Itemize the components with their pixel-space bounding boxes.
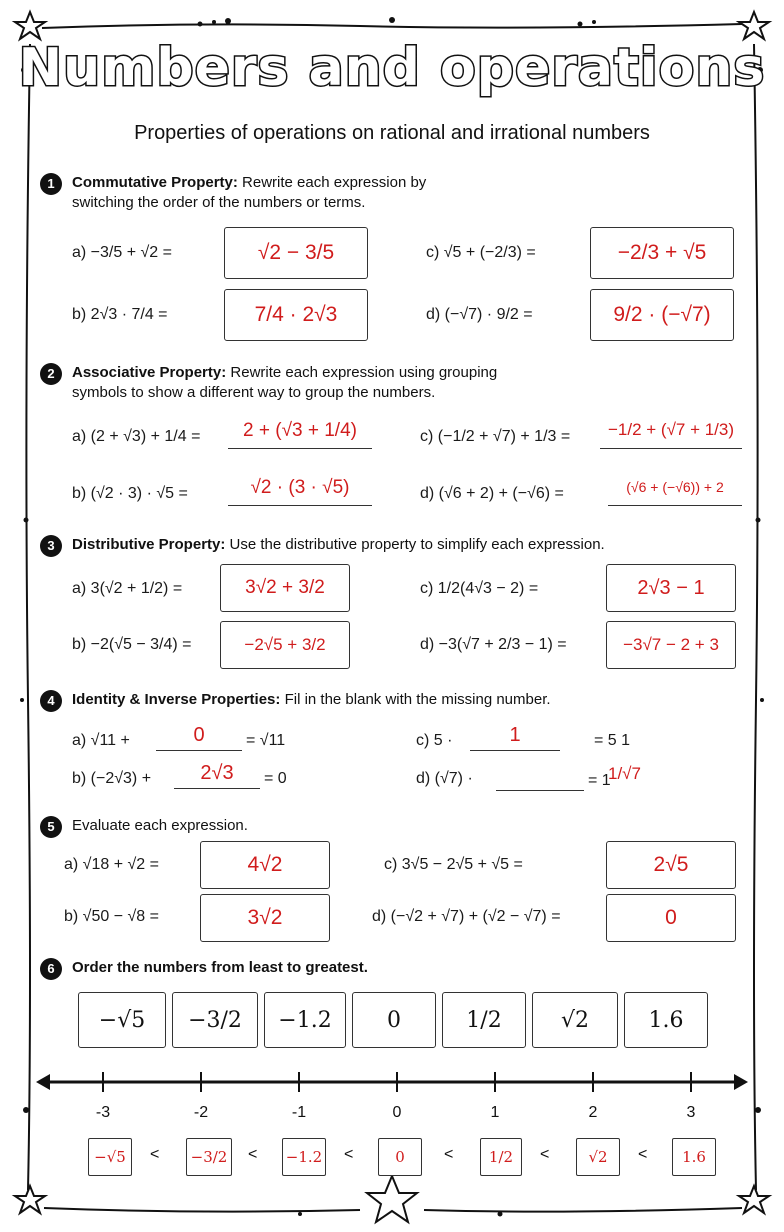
s4-d-blank [496, 766, 584, 791]
s2-c-answer: −1/2 + (√7 + 1/3) [600, 420, 742, 449]
s1-a-question: a) −3/5 + √2 = [72, 244, 172, 261]
s2-a-question: a) (2 + √3) + 1/4 = [72, 428, 201, 445]
section-4-text: Fil in the blank with the missing number. [280, 691, 551, 708]
s4-d-question-end: = 1 [588, 772, 611, 789]
s4-c-question-end: = 5 1 [594, 732, 631, 749]
s5-a-answer: 4√2 [200, 841, 330, 889]
number-card: 0 [352, 992, 436, 1048]
order-answer: 0 [378, 1138, 422, 1176]
s4-a-answer: 0 [156, 724, 242, 751]
section-1-number: 1 [40, 173, 62, 195]
s4-b-question: b) (−2√3) + [72, 770, 152, 787]
tick-label: 0 [392, 1104, 402, 1121]
order-answer: 1.6 [672, 1138, 716, 1176]
s2-b-answer: √2 · (3 · √5) [228, 477, 372, 506]
section-1-text: Rewrite each expression by [237, 174, 427, 191]
arrow-right-icon [734, 1074, 748, 1090]
s5-b-answer: 3√2 [200, 894, 330, 942]
number-line [0, 1066, 784, 1100]
s3-a-question: a) 3(√2 + 1/2) = [72, 580, 183, 597]
s2-c-question: c) (−1/2 + √7) + 1/3 = [420, 428, 571, 445]
s5-d-question: d) (−√2 + √7) + (√2 − √7) = [372, 908, 561, 925]
section-3-instructions [72, 535, 752, 555]
s4-c-question: c) 5 · [416, 732, 453, 749]
order-answer: √2 [576, 1138, 620, 1176]
section-1-instructions [72, 173, 592, 213]
order-answer: 1/2 [480, 1138, 522, 1176]
section-2-text-2: symbols to show a different way to group the numbers. [72, 384, 436, 401]
section-4-number: 4 [40, 690, 62, 712]
less-than-sign: < [540, 1146, 550, 1163]
section-4-instructions [72, 690, 752, 710]
s4-a-question-end: = √11 [246, 732, 286, 749]
s1-c-question: c) √5 + (−2/3) = [426, 244, 536, 261]
s1-c-answer: −2/3 + √5 [590, 227, 734, 279]
s4-b-question-end: = 0 [264, 770, 287, 787]
s4-c-answer: 1 [470, 724, 560, 751]
s3-b-answer: −2√5 + 3/2 [220, 621, 350, 669]
number-card: 1.6 [624, 992, 708, 1048]
section-2-instructions [72, 363, 592, 403]
tick-label: 2 [588, 1104, 598, 1121]
less-than-sign: < [150, 1146, 160, 1163]
s4-b-answer: 2√3 [174, 762, 260, 789]
number-card: −1.2 [264, 992, 346, 1048]
section-1-heading: Commutative Property: [72, 174, 238, 191]
s3-d-question: d) −3(√7 + 2/3 − 1) = [420, 636, 567, 653]
s5-a-question: a) √18 + √2 = [64, 856, 159, 873]
s1-a-answer: √2 − 3/5 [224, 227, 368, 279]
s3-c-question: c) 1/2(4√3 − 2) = [420, 580, 539, 597]
section-2-text: Rewrite each expression using grouping [226, 364, 498, 381]
s2-a-answer: 2 + (√3 + 1/4) [228, 420, 372, 449]
page-title: Numbers and operations [18, 38, 766, 98]
tick-label: 3 [686, 1104, 696, 1121]
s4-a-question: a) √11 + [72, 732, 130, 749]
less-than-sign: < [444, 1146, 454, 1163]
s5-d-answer: 0 [606, 894, 736, 942]
section-5-instructions: Evaluate each expression. [72, 817, 248, 834]
number-card: 1/2 [442, 992, 526, 1048]
less-than-sign: < [344, 1146, 354, 1163]
order-answer: −3/2 [186, 1138, 232, 1176]
section-2-number: 2 [40, 363, 62, 385]
tick-label: 1 [490, 1104, 500, 1121]
s3-d-answer: −3√7 − 2 + 3 [606, 621, 736, 669]
tick-label: -2 [193, 1104, 209, 1121]
section-6-number: 6 [40, 958, 62, 980]
s1-b-question: b) 2√3 · 7/4 = [72, 306, 168, 323]
section-3-heading: Distributive Property: [72, 536, 226, 553]
tick-label: -3 [95, 1104, 111, 1121]
s2-b-question: b) (√2 · 3) · √5 = [72, 485, 188, 502]
s5-c-question: c) 3√5 − 2√5 + √5 = [384, 856, 523, 873]
order-answer: −√5 [88, 1138, 132, 1176]
s1-d-question: d) (−√7) · 9/2 = [426, 306, 533, 323]
s4-d-answer: 1/√7 [608, 764, 641, 783]
section-2-heading: Associative Property: [72, 364, 227, 381]
number-card: −√5 [78, 992, 166, 1048]
section-3-number: 3 [40, 535, 62, 557]
page-subtitle: Properties of operations on rational and irrational numbers [134, 122, 650, 144]
tick-label: -1 [291, 1104, 307, 1121]
number-card: −3/2 [172, 992, 258, 1048]
s4-d-question: d) (√7) · [416, 770, 473, 787]
less-than-sign: < [248, 1146, 258, 1163]
s5-b-question: b) √50 − √8 = [64, 908, 159, 925]
section-3-text: Use the distributive property to simplify each expression. [225, 536, 605, 553]
s3-c-answer: 2√3 − 1 [606, 564, 736, 612]
s3-b-question: b) −2(√5 − 3/4) = [72, 636, 192, 653]
s3-a-answer: 3√2 + 3/2 [220, 564, 350, 612]
section-6-instructions [72, 958, 572, 978]
section-6-heading: Order the numbers from least to greatest. [72, 959, 368, 976]
number-card: √2 [532, 992, 618, 1048]
s2-d-answer: (√6 + (−√6)) + 2 [608, 479, 742, 506]
section-4-heading: Identity & Inverse Properties: [72, 691, 281, 708]
s1-d-answer: 9/2 · (−√7) [590, 289, 734, 341]
section-1-text-2: switching the order of the numbers or terms. [72, 194, 366, 211]
order-answer: −1.2 [282, 1138, 326, 1176]
s2-d-question: d) (√6 + 2) + (−√6) = [420, 485, 564, 502]
section-5-number: 5 [40, 816, 62, 838]
less-than-sign: < [638, 1146, 648, 1163]
s1-b-answer: 7/4 · 2√3 [224, 289, 368, 341]
s5-c-answer: 2√5 [606, 841, 736, 889]
arrow-left-icon [36, 1074, 50, 1090]
